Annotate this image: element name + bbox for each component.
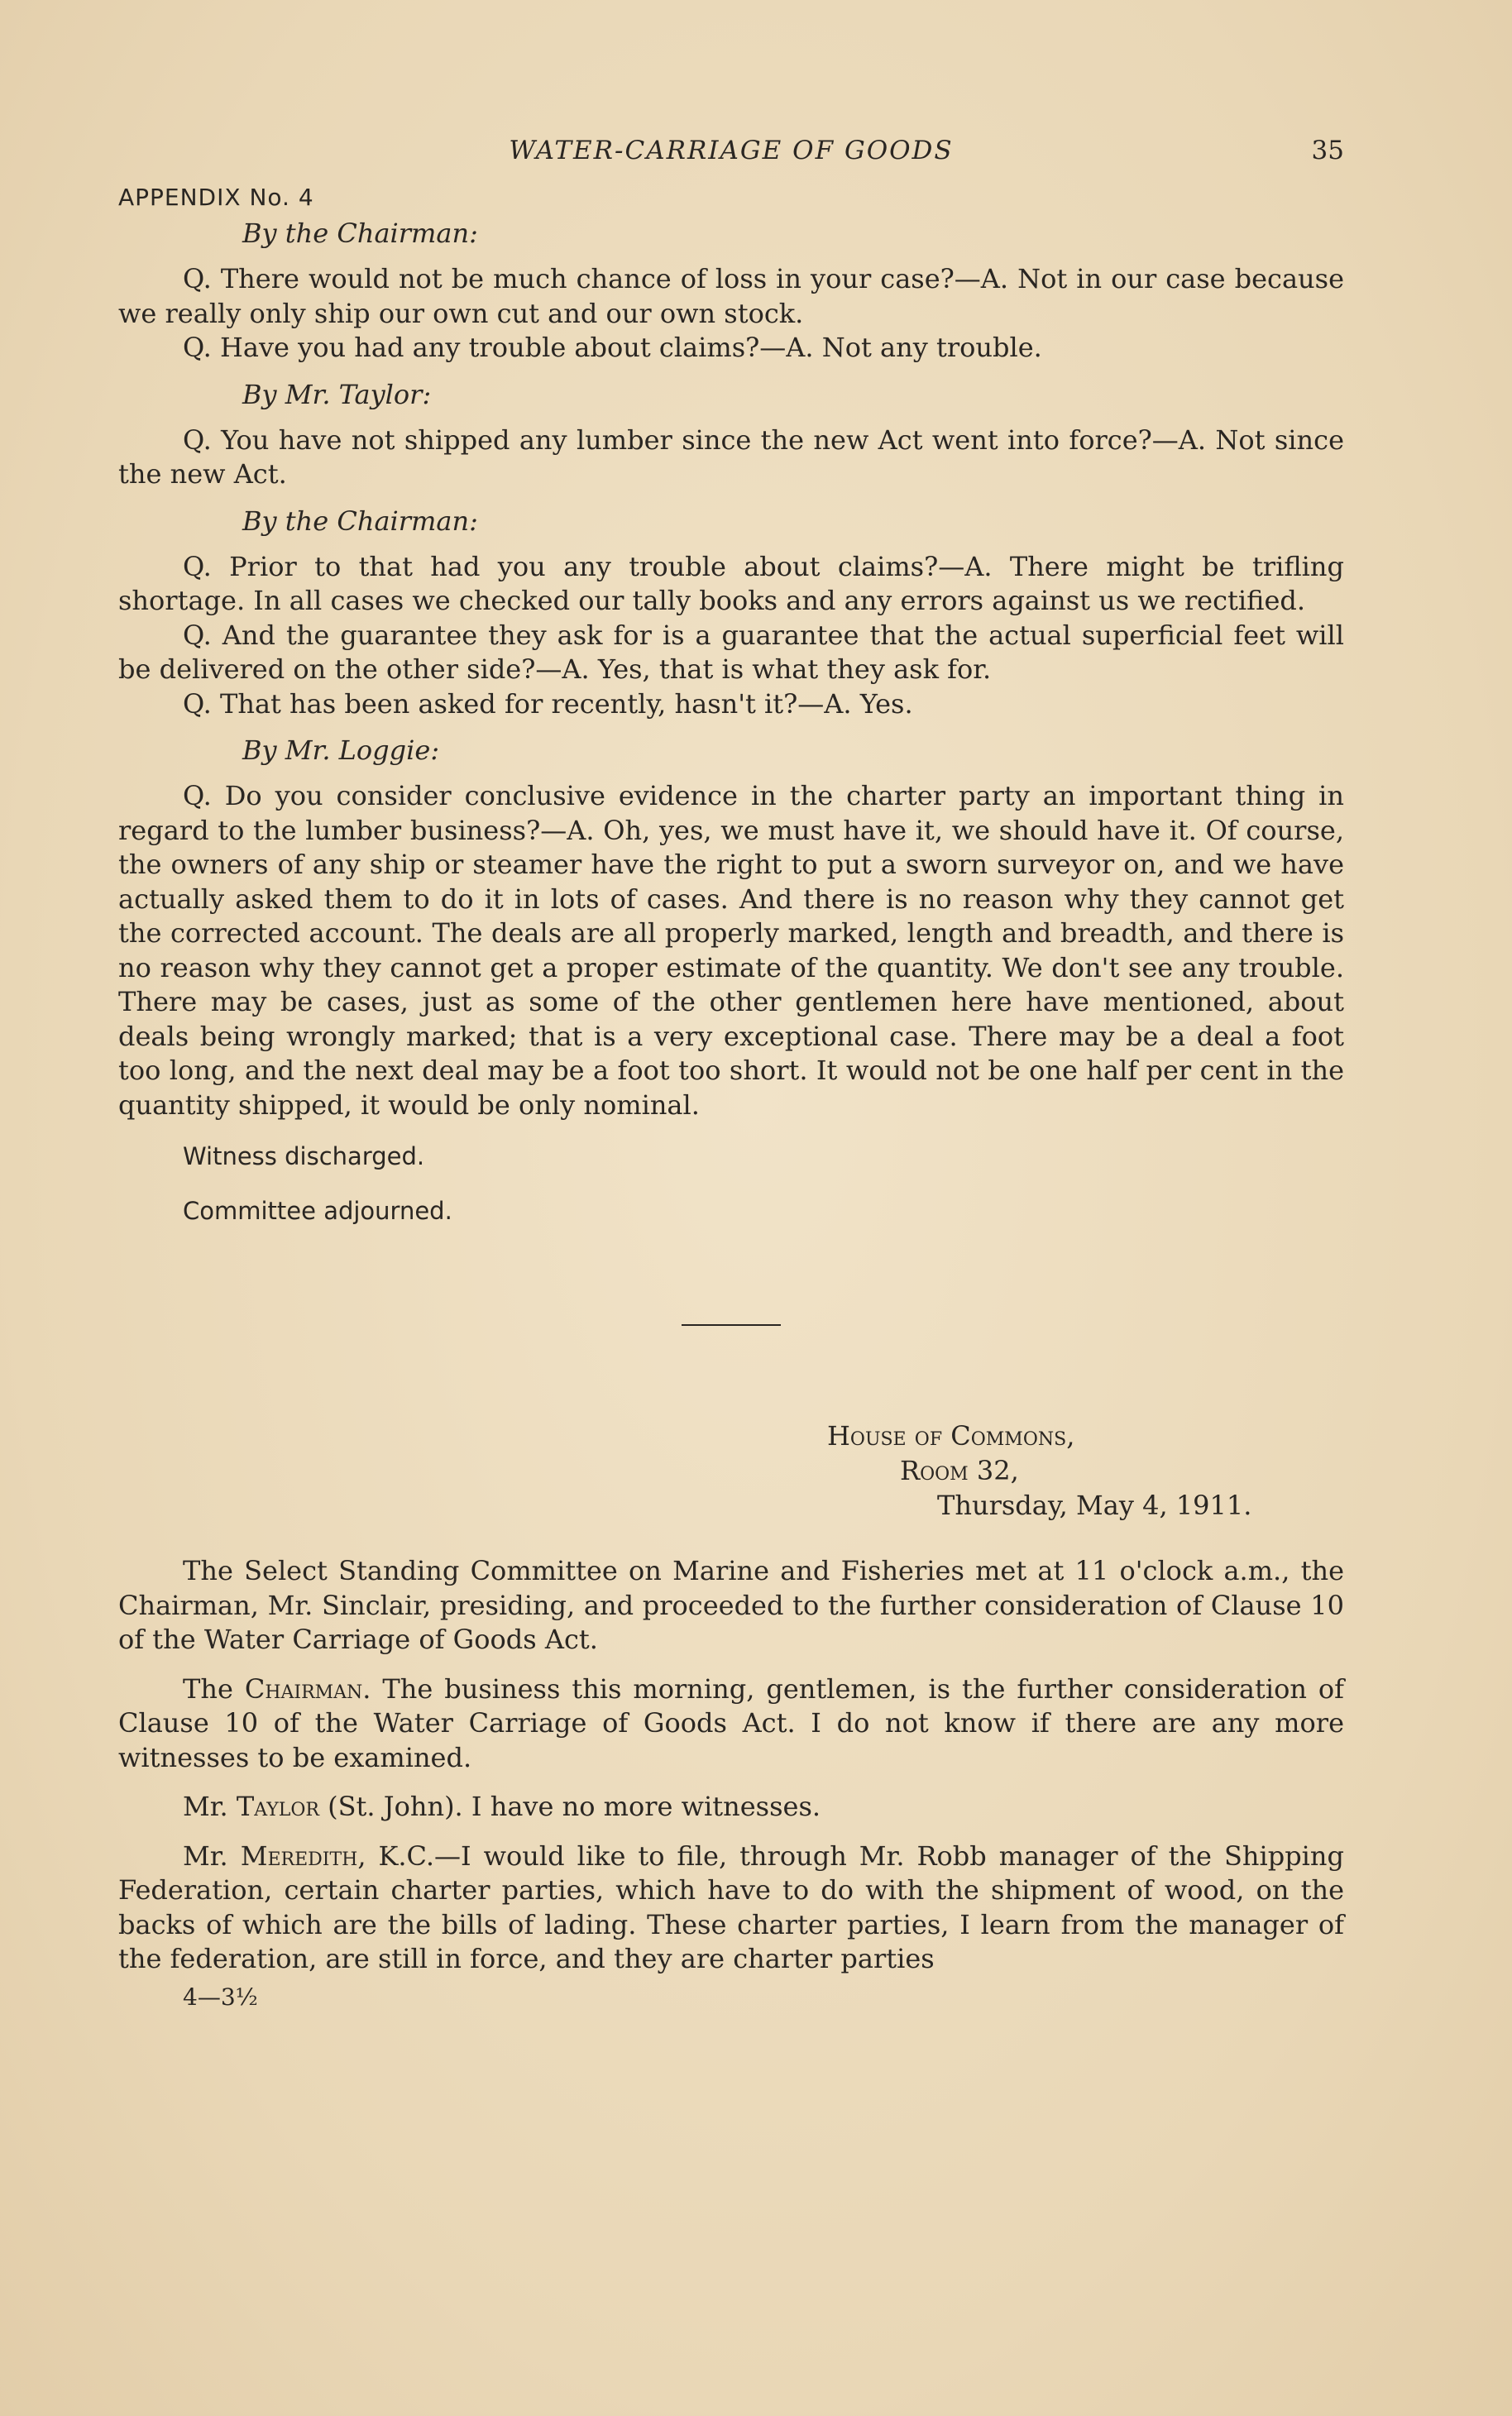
testimony-paragraph: Q. There would not be much chance of loss in your case?—A. Not in our case because we really only ship our own cut and our own stock. xyxy=(118,263,1344,329)
text-run: , K.C.—I would like to file, through Mr. Robb manager of the Shipping Federation, certain charter parties, which have to do with the shipment of wood, on the backs of which are the bills of lading. These charter parties, I learn from the manager of the federation, are still in force, and they are charter parties xyxy=(118,1840,1345,1974)
text-run: The business this morning, gentlemen, is the further consideration of Clause 10 of the Water Carriage of Goods Act. I do not know if there are any more witnesses to be examined. xyxy=(118,1672,1344,1773)
running-head xyxy=(118,124,1344,174)
document-page xyxy=(118,124,1344,2011)
meeting-location xyxy=(118,1419,1344,1523)
text-run: Mr. xyxy=(183,1791,237,1822)
folio-signature: 4—3½ xyxy=(183,1983,258,2011)
testimony-paragraph: Q. Have you had any trouble about claims?—A. Not any trouble. xyxy=(183,332,1042,363)
witness-discharged: Witness discharged. xyxy=(183,1142,425,1170)
speaker-name: Taylor xyxy=(236,1791,319,1822)
section-divider xyxy=(682,1324,781,1326)
speaker-name: Meredith xyxy=(240,1840,358,1872)
running-title: WATER-CARRIAGE OF GOODS xyxy=(509,136,954,165)
text-run: Mr. xyxy=(183,1840,241,1872)
proceedings-paragraph: The Select Standing Committee on Marine and Fisheries met at 11 o'clock a.m., the Chairman, Mr. Sinclair, presiding, and proceeded to the further consideration of Clause 10 of the Water Carriage of Goods Act. xyxy=(118,1555,1344,1655)
proceedings-paragraph xyxy=(118,1840,1344,1977)
proceedings-paragraph xyxy=(118,1790,1344,1825)
appendix-label: APPENDIX No. 4 xyxy=(118,184,314,211)
meeting-date: Thursday, May 4, 1911. xyxy=(937,1490,1252,1521)
testimony-paragraph: Q. And the guarantee they ask for is a guarantee that the actual superficial feet will be delivered on the other side?—A. Yes, that is what they ask for. xyxy=(118,619,1344,685)
speaker-name: Chairman. xyxy=(244,1672,371,1705)
location-line: House of Commons, xyxy=(827,1420,1075,1452)
examiner-heading: By the Chairman: xyxy=(242,218,478,249)
examiner-heading: By the Chairman: xyxy=(242,505,478,537)
page-number: 35 xyxy=(1311,136,1344,165)
examiner-heading: By Mr. Taylor: xyxy=(242,378,432,410)
testimony-paragraph: Q. You have not shipped any lumber since the new Act went into force?—A. Not since the new Act. xyxy=(118,423,1344,490)
examiner-heading: By Mr. Loggie: xyxy=(242,734,440,766)
location-line: Room 32, xyxy=(900,1455,1019,1486)
testimony-paragraph: Q. Do you consider conclusive evidence in the charter party an important thing in regard to the lumber business?—A. Oh, yes, we must have it, we should have it. Of course, the owners of any ship or steamer have the right to put a sworn surveyor on, and we have actually asked them to do it in lots of cases. And there is no reason why they cannot get the corrected account. The deals are all properly marked, length and breadth, and there is no reason why they cannot get a proper estimate of the quantity. We don't see any trouble. There may be cases, just as some of the other gentlemen here have mentioned, about deals being wrongly marked; that is a very exceptional case. There may be a deal a foot too long, and the next deal may be a foot too short. It would not be one half per cent in the quantity shipped, it would be only nominal. xyxy=(118,780,1344,1121)
text-run: (St. John). I have no more witnesses. xyxy=(318,1791,821,1822)
testimony-paragraph: Q. Prior to that had you any trouble about claims?—A. There might be trifling shortage. In all cases we checked our tally books and any errors against us we rectified. xyxy=(118,550,1344,616)
proceedings-paragraph xyxy=(118,1672,1344,1776)
text-run: The xyxy=(183,1672,245,1705)
committee-adjourned: Committee adjourned. xyxy=(183,1197,452,1225)
testimony-paragraph: Q. That has been asked for recently, hasn't it?—A. Yes. xyxy=(183,687,913,720)
